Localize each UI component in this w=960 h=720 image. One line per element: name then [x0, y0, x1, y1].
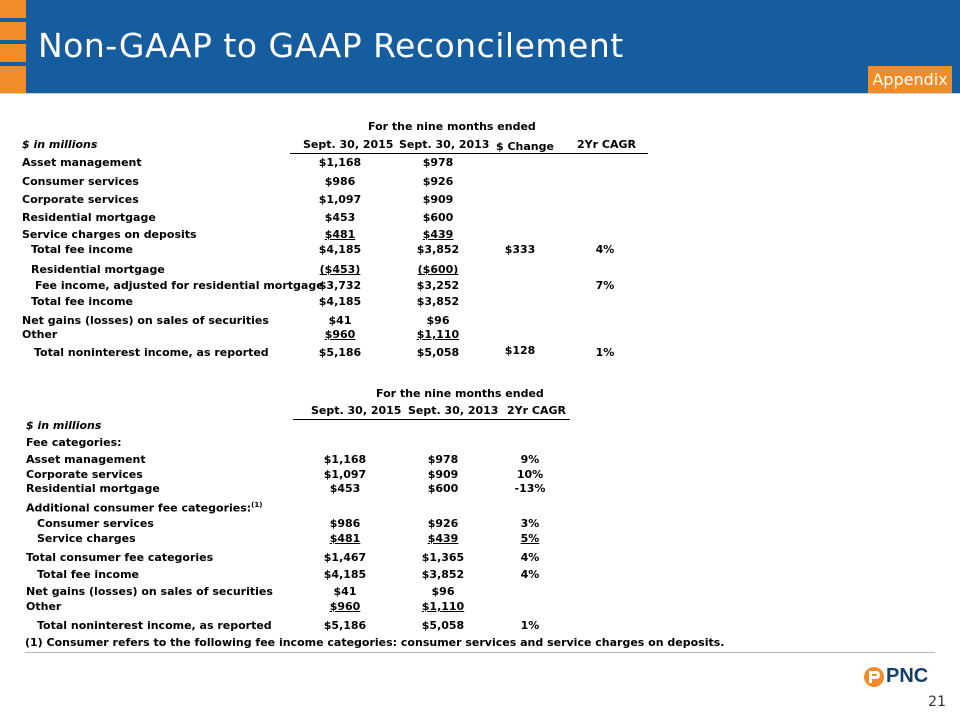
row-label: Total noninterest income, as reported: [37, 619, 272, 632]
table2-row: [0, 600, 960, 614]
row-label: Service charges on deposits: [22, 228, 197, 241]
value-cagr: 5%: [520, 532, 540, 545]
footnote: (1) Consumer refers to the following fee income categories: consumer services and service charges on deposits.: [25, 636, 725, 649]
value-2013: $3,852: [421, 568, 465, 581]
value-2015: $41: [333, 585, 357, 598]
row-label: Residential mortgage: [26, 482, 160, 495]
row-label: Residential mortgage: [31, 263, 165, 276]
row-label: Total consumer fee categories: [26, 551, 214, 564]
reconcilement-table-2: For the nine months ended Sept. 30, 2015 Sept. 30, 2013 2Yr CAGR $ in millions Fee categories: Additional consumer fee categories:$^{(1)}$ Asset management $1,168 $978 9% Corporate services $1,097 $909 10% Residential mortgage $453 $600 -13% Consumer services $986 $926 3% Service charges $481 $439 5% Total consumer fee categories $1,467 $1,365 4% Total fee income $4,185 $3,852 4% Net gains (losses) on sales of securities $41 $96 Other $960 $1,110 Total noninterest income, as reported $5,186 $5,058 1%: [0, 0, 960, 640]
col-change: $ Change: [496, 140, 554, 153]
value-2015: $4,185: [318, 295, 362, 308]
value-2013: $926: [427, 517, 459, 530]
col-2015: Sept. 30, 2015: [311, 404, 402, 417]
value-2015: $453: [324, 211, 356, 224]
value-2015: $453: [329, 482, 361, 495]
row-label: Other: [22, 328, 58, 341]
value-2015: $5,186: [323, 619, 367, 632]
col-cagr: 2Yr CAGR: [577, 138, 636, 151]
value-2015: $5,186: [318, 346, 362, 359]
value-2013: $926: [422, 175, 454, 188]
value-2013: $5,058: [416, 346, 460, 359]
table2-row: [0, 585, 960, 599]
value-cagr: 9%: [520, 453, 540, 466]
value-2013: $5,058: [421, 619, 465, 632]
value-cagr: 10%: [516, 468, 544, 481]
value-2015: ($453): [319, 263, 361, 276]
row-label: Total fee income: [31, 243, 134, 256]
pnc-logo-text: PNC: [886, 665, 929, 687]
value-2015: $481: [324, 228, 356, 241]
row-label: Total fee income: [31, 295, 134, 308]
value-cagr: 7%: [595, 279, 615, 292]
row-label: Net gains (losses) on sales of securities: [22, 314, 269, 327]
table2-row: [0, 551, 960, 565]
col-2013: Sept. 30, 2013: [408, 404, 499, 417]
value-2015: $481: [329, 532, 361, 545]
value-cagr: 4%: [520, 568, 540, 581]
value-2015: $4,185: [318, 243, 362, 256]
value-cagr: 3%: [520, 517, 540, 530]
value-2013: $978: [427, 453, 459, 466]
value-2013: $909: [427, 468, 459, 481]
value-2015: $3,732: [318, 279, 362, 292]
value-2013: $909: [422, 193, 454, 206]
footer-divider: [25, 652, 935, 653]
row-label: Net gains (losses) on sales of securities: [26, 585, 273, 598]
value-2015: $960: [329, 600, 361, 613]
value-cagr: 1%: [595, 346, 615, 359]
col-2013: Sept. 30, 2013: [399, 138, 490, 151]
value-2013: ($600): [417, 263, 459, 276]
row-label: Other: [26, 600, 62, 613]
table2-row: [0, 453, 960, 467]
row-label: Corporate services: [26, 468, 143, 481]
value-cagr: 4%: [520, 551, 540, 564]
value-2013: $600: [427, 482, 459, 495]
row-label: Total fee income: [37, 568, 140, 581]
value-2015: $1,168: [323, 453, 367, 466]
value-2015: $986: [329, 517, 361, 530]
value-change: $128: [504, 344, 536, 357]
value-2013: $3,852: [416, 243, 460, 256]
row-label: Residential mortgage: [22, 211, 156, 224]
value-cagr: -13%: [514, 482, 546, 495]
value-cagr: 1%: [520, 619, 540, 632]
table2-row: [0, 532, 960, 546]
value-change: $333: [504, 243, 536, 256]
value-2013: $439: [427, 532, 459, 545]
row-label: Corporate services: [22, 193, 139, 206]
row-label: Consumer services: [37, 517, 154, 530]
value-2015: $41: [328, 314, 352, 327]
value-2013: $1,110: [421, 600, 465, 613]
value-2013: $439: [422, 228, 454, 241]
value-2013: $96: [426, 314, 450, 327]
value-2013: $3,252: [416, 279, 460, 292]
value-2015: $1,467: [323, 551, 367, 564]
page-number: 21: [928, 694, 946, 710]
pnc-logo: [864, 664, 942, 690]
pnc-logo-icon: [864, 666, 884, 688]
table2-row: [0, 482, 960, 496]
row-label: Service charges: [37, 532, 136, 545]
table2-row: [0, 568, 960, 582]
page-title: Non-GAAP to GAAP Reconcilement: [38, 26, 624, 65]
value-2015: $1,097: [323, 468, 367, 481]
value-2013: $96: [431, 585, 455, 598]
row-label: Asset management: [22, 156, 142, 169]
row-label: Consumer services: [22, 175, 139, 188]
table2-row: [0, 517, 960, 531]
value-2013: $1,365: [421, 551, 465, 564]
value-2015: $960: [324, 328, 356, 341]
row-label: Asset management: [26, 453, 146, 466]
value-2013: $1,110: [416, 328, 460, 341]
table2-row: [0, 619, 960, 633]
table2-column-headers: [0, 404, 960, 418]
value-2013: $3,852: [416, 295, 460, 308]
value-2015: $4,185: [323, 568, 367, 581]
value-2015: $1,097: [318, 193, 362, 206]
units-label: $ in millions: [22, 138, 98, 151]
col-cagr: 2Yr CAGR: [507, 404, 566, 417]
row-label: Total noninterest income, as reported: [34, 346, 269, 359]
value-2013: $600: [422, 211, 454, 224]
value-2013: $978: [422, 156, 454, 169]
reconcilement-table-1: For the nine months ended $ in millions Sept. 30, 2015 Sept. 30, 2013 $ Change 2Yr CAGR Asset management $1,168 $978 Consumer services $986 $926 Corporate services $1,097 $909 Residential mortgage $453 $600 Service charges on deposits $481 $439 Total fee income $4,185 $3,852 $333 4% Residential mortgage ($453) ($600) Fee income, adjusted for residential mortgage $3,732 $3,252 7% Total fee income $4,185 $3,852 Net gains (losses) on sales of securities $41 $96 Other $960 $1,110 Total noninterest income, as reported $5,186 $5,058 $128 1%: [0, 0, 960, 370]
appendix-tab: Appendix: [868, 66, 952, 93]
value-2015: $986: [324, 175, 356, 188]
value-cagr: 4%: [595, 243, 615, 256]
row-label: Fee income, adjusted for residential mortgage: [35, 279, 324, 292]
table2-row: [0, 468, 960, 482]
table2-header-rule: [293, 419, 570, 420]
col-2015: Sept. 30, 2015: [303, 138, 394, 151]
value-2015: $1,168: [318, 156, 362, 169]
